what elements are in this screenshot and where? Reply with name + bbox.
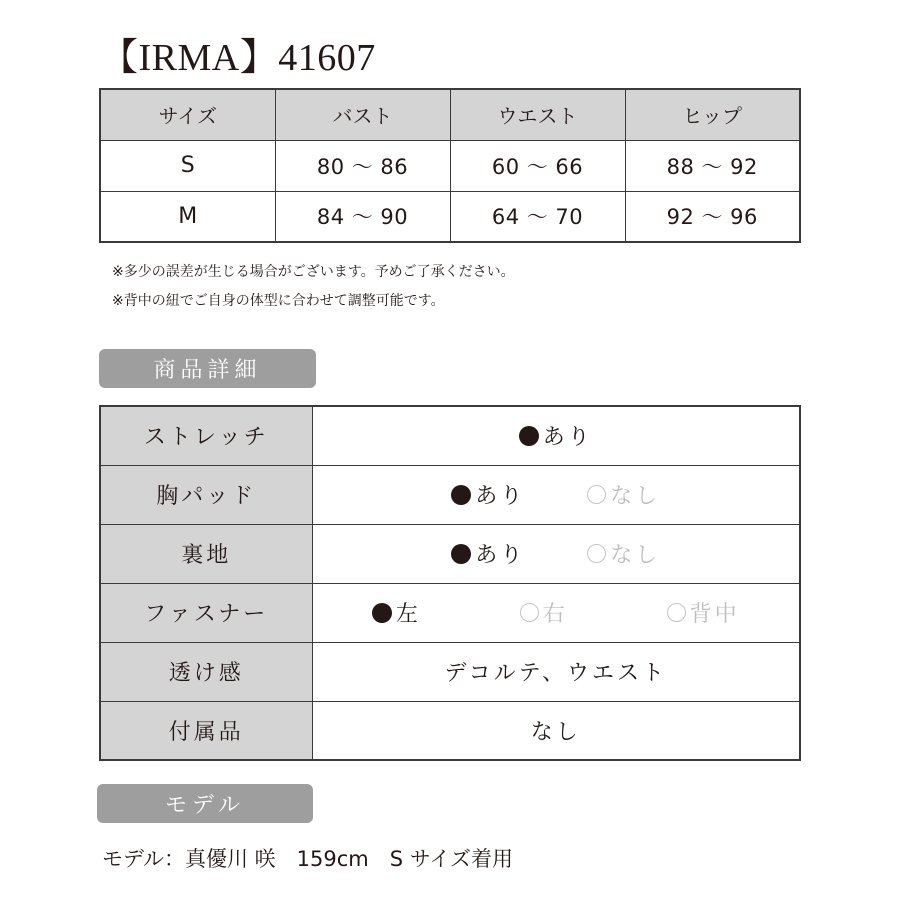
size-table bbox=[99, 88, 801, 243]
waist-cell: 60 〜 66 bbox=[450, 140, 625, 191]
option-label: なし bbox=[610, 543, 661, 568]
option-selected bbox=[372, 597, 421, 628]
details-table bbox=[99, 405, 801, 761]
detail-value bbox=[312, 406, 800, 465]
filled-circle-icon bbox=[519, 426, 539, 446]
product-title: 【IRMA】41607 bbox=[100, 37, 376, 79]
header-waist: ウエスト bbox=[450, 89, 625, 140]
detail-label: 付属品 bbox=[100, 701, 312, 760]
empty-circle-icon bbox=[587, 485, 606, 504]
note-adjustable: ※背中の紐でご自身の体型に合わせて調整可能です。 bbox=[112, 293, 445, 309]
detail-value bbox=[312, 583, 800, 642]
detail-label: ファスナー bbox=[100, 583, 312, 642]
detail-row-stretch bbox=[100, 406, 800, 465]
table-row bbox=[100, 191, 800, 242]
bust-cell: 80 〜 86 bbox=[275, 140, 450, 191]
waist-cell: 64 〜 70 bbox=[450, 191, 625, 242]
filled-circle-icon bbox=[372, 603, 392, 623]
empty-circle-icon bbox=[667, 603, 686, 622]
model-info: モデル：真優川 咲 159cm S サイズ着用 bbox=[102, 847, 514, 871]
option-label: なし bbox=[610, 484, 661, 509]
detail-value bbox=[312, 465, 800, 524]
detail-row-accessories bbox=[100, 701, 800, 760]
option-unselected bbox=[520, 597, 568, 628]
detail-value: なし bbox=[312, 701, 800, 760]
detail-value bbox=[312, 524, 800, 583]
model-section-tab: モデル bbox=[97, 784, 313, 823]
detail-value: デコルテ、ウエスト bbox=[312, 642, 800, 701]
header-bust: バスト bbox=[275, 89, 450, 140]
size-table-header bbox=[100, 89, 800, 140]
size-cell: M bbox=[100, 191, 275, 242]
option-selected bbox=[451, 538, 525, 569]
bust-cell: 84 〜 90 bbox=[275, 191, 450, 242]
option-label: 左 bbox=[395, 602, 421, 627]
header-size: サイズ bbox=[100, 89, 275, 140]
note-tolerance: ※多少の誤差が生じる場合がございます。予めご了承ください。 bbox=[112, 264, 515, 280]
option-unselected bbox=[587, 538, 660, 569]
filled-circle-icon bbox=[451, 485, 471, 505]
detail-label: 透け感 bbox=[100, 642, 312, 701]
detail-label: 胸パッド bbox=[100, 465, 312, 524]
option-selected bbox=[519, 420, 593, 451]
detail-row-chest-pad bbox=[100, 465, 800, 524]
option-label: あり bbox=[542, 425, 593, 451]
filled-circle-icon bbox=[451, 544, 471, 564]
option-label: 背中 bbox=[689, 602, 740, 627]
option-selected bbox=[451, 479, 525, 510]
detail-label: ストレッチ bbox=[100, 406, 312, 465]
detail-row-zipper bbox=[100, 583, 800, 642]
table-row bbox=[100, 140, 800, 191]
option-label: あり bbox=[475, 543, 526, 568]
hip-cell: 92 〜 96 bbox=[625, 191, 800, 242]
option-unselected bbox=[667, 597, 740, 628]
detail-row-sheerness bbox=[100, 642, 800, 701]
details-section-tab: 商品詳細 bbox=[99, 349, 316, 388]
hip-cell: 88 〜 92 bbox=[625, 140, 800, 191]
header-hip: ヒップ bbox=[625, 89, 800, 140]
option-label: 右 bbox=[542, 602, 568, 627]
detail-row-lining bbox=[100, 524, 800, 583]
empty-circle-icon bbox=[587, 544, 606, 563]
option-unselected bbox=[587, 479, 660, 510]
size-cell: S bbox=[100, 140, 275, 191]
empty-circle-icon bbox=[520, 603, 539, 622]
detail-label: 裏地 bbox=[100, 524, 312, 583]
option-label: あり bbox=[475, 484, 526, 509]
